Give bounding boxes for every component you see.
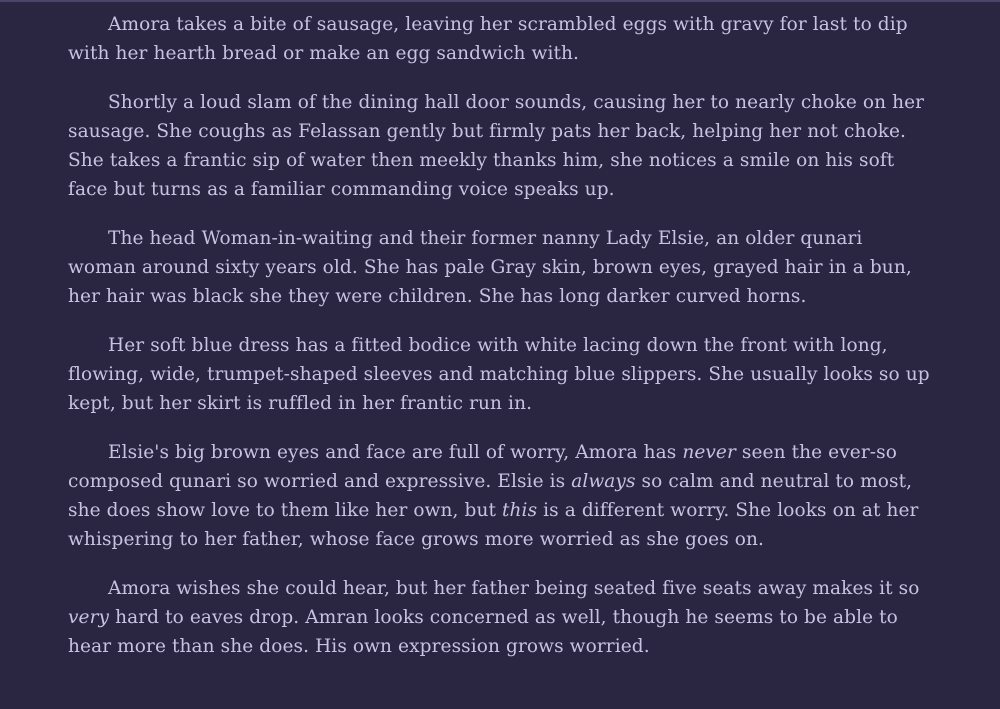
story-paragraph <box>68 10 932 68</box>
text-segment: Her soft blue dress has a fitted bodice with white lacing down the front with long, flowing, wide, trumpet-shaped sleeves and matching blue slippers. She usually looks so up kept, but her skirt is ruffled in her frantic run in. <box>68 335 930 414</box>
story-paragraph <box>68 88 932 204</box>
story-paragraph <box>68 438 932 554</box>
emphasized-text: never <box>682 442 736 463</box>
story-paragraph <box>68 224 932 311</box>
emphasized-text: always <box>571 471 636 492</box>
story-text <box>68 10 932 661</box>
story-paragraph <box>68 574 932 661</box>
emphasized-text: this <box>502 500 538 521</box>
story-paragraph <box>68 331 932 418</box>
text-segment: so calm and neutral to most, she does show love to them like her own, but <box>68 471 913 521</box>
text-segment: hard to eaves drop. Amran looks concerned as well, though he seems to be able to hear more than she does. His own expression grows worried. <box>68 607 898 657</box>
text-segment: Amora takes a bite of sausage, leaving her scrambled eggs with gravy for last to dip with her hearth bread or make an egg sandwich with. <box>68 14 908 64</box>
text-segment: Amora wishes she could hear, but her father being seated five seats away makes it so <box>108 578 920 599</box>
emphasized-text: very <box>68 607 110 628</box>
text-segment: Shortly a loud slam of the dining hall door sounds, causing her to nearly choke on her sausage. She coughs as Felassan gently but firmly pats her back, helping her not choke. She takes a frantic sip of water then meekly thanks him, she notices a smile on his soft face but turns as a familiar commanding voice speaks up. <box>68 92 925 200</box>
text-segment: is a different worry. She looks on at her whispering to her father, whose face grows more worried as she goes on. <box>68 500 919 550</box>
text-segment: The head Woman-in-waiting and their former nanny Lady Elsie, an older qunari woman around sixty years old. She has pale Gray skin, brown eyes, grayed hair in a bun, her hair was black she they were children. She has long darker curved horns. <box>68 228 912 307</box>
text-segment: seen the ever-so composed qunari so worried and expressive. Elsie is <box>68 442 897 492</box>
text-segment: Elsie's big brown eyes and face are full of worry, Amora has <box>108 442 683 463</box>
